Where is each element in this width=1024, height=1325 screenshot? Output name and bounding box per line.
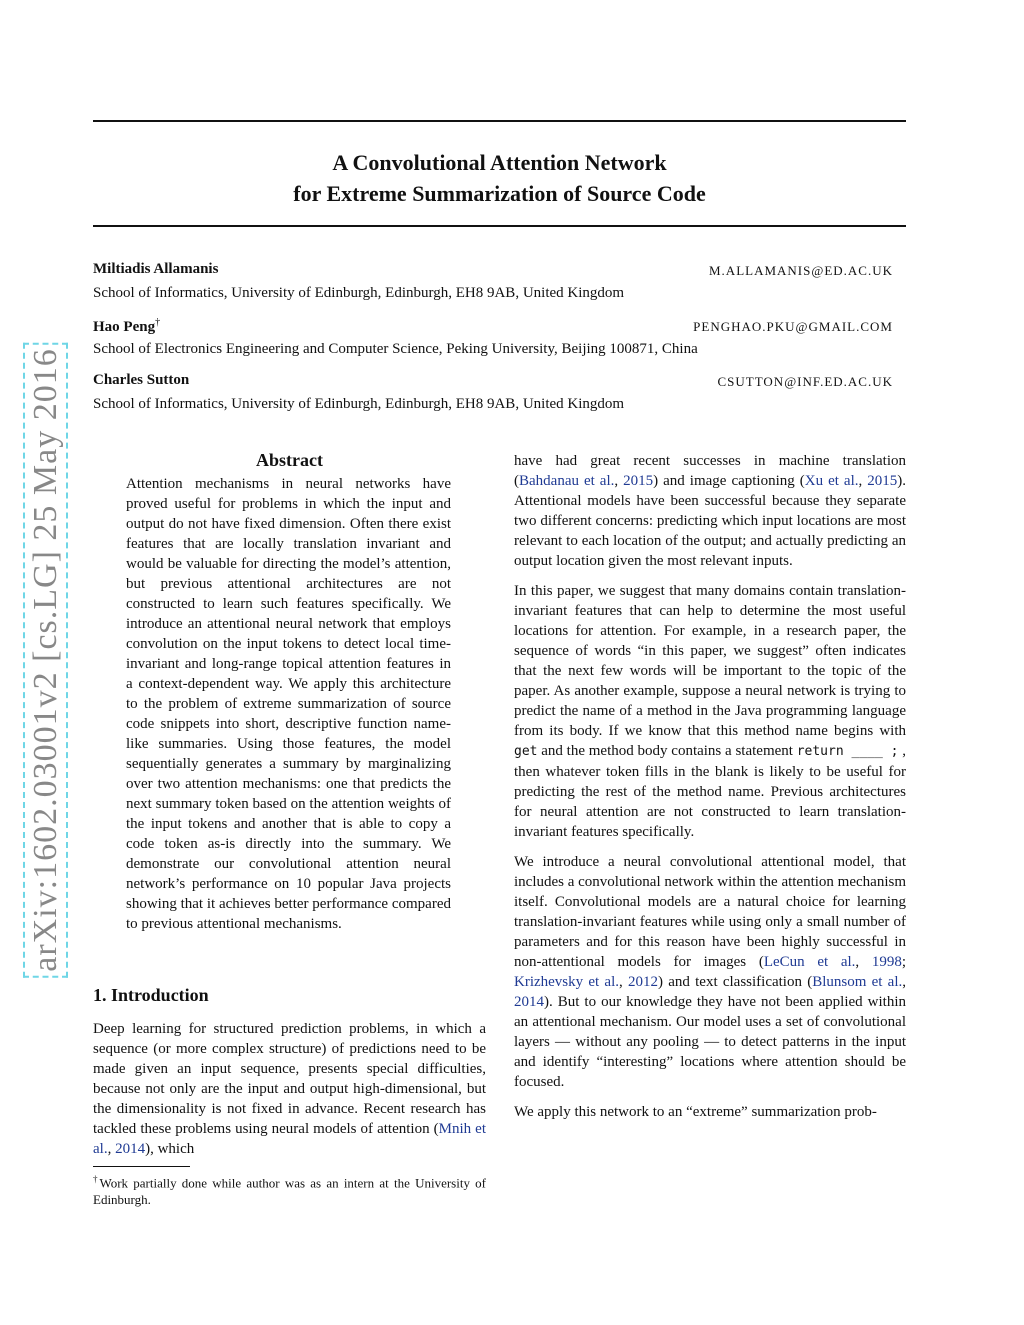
abstract-text: Attention mechanisms in neural networks have proved useful for problems in which the input and output do not have fixed dimension. Often there exist features that are locally translation invariant and would be valuable for directing the model’s attention, but previous attentional architectures are not constructed to learn such features specifically. We introduce an attentional neural network that employs convolution on the input tokens to detect local time-invariant and long-range topical attention features in a context-dependent way. We apply this architecture to the problem of extreme summarization of source code snippets into short, descriptive function name-like summaries. Using those features, the model sequentially generates a summary by marginalizing over two attention mechanisms: one that predicts the next summary token based on the attention weights of the input tokens and another that is able to copy a code token as-is directly into the summary. We demonstrate our convolutional attention neural network’s performance on 10 popular Java projects showing that it achieves better performance compared to previous attentional mechanisms. (126, 476, 451, 932)
citation-krizhevsky[interactable]: Krizhevsky et al., 2012 (514, 974, 658, 990)
paper-title (93, 147, 906, 209)
code-return: return ____ ; (796, 744, 899, 759)
footnote-rule (93, 1166, 190, 1167)
footnote: †Work partially done while author was as an intern at the University of Edinburgh. (93, 1174, 487, 1208)
author-email-3[interactable]: CSUTTON@INF.ED.AC.UK (717, 374, 893, 389)
title-line-2: for Extreme Summarization of Source Code (293, 181, 706, 206)
citation-mnih[interactable]: Mnih et al., 2014 (93, 1121, 486, 1157)
citation-xu[interactable]: Xu et al., 2015 (804, 473, 898, 489)
intro-paragraph-1: Deep learning for structured prediction problems, in which a sequence (or more complex structure) of predictions need to be made given an input sequence, presents special difficulties, because not only are the input and output high-dimensional, but the dimensionality is not fixed in advance. Recent research has tackled these problems using neural models of attention (Mnih et al., 2014), which (93, 1021, 486, 1157)
right-column (514, 451, 906, 1122)
author-email-1[interactable]: M.ALLAMANIS@ED.AC.UK (709, 263, 893, 278)
author-name-3: Charles Sutton (93, 372, 190, 388)
arxiv-identifier: arXiv:1602.03001v2 [cs.LG] 25 May 2016 (27, 348, 64, 972)
intro-text: Deep learning for structured prediction problems, in which a sequence (or more complex structure) of predictions need to be made given an input sequence, presents special difficulties, because not only are the input and output high-dimensional, but the dimensionality is not fixed in advance. Recent research has tackled these problems using neural models of attention ( (93, 1021, 486, 1137)
abstract-heading: Abstract (256, 450, 323, 470)
right-paragraph-3: We introduce a neural convolutional attentional model, that includes a convolutional network within the attention mechanism itself. Convolutional models are a natural choice for learning translation-invariant features while using only a small number of parameters and for this reason have been highly successful in non-attentional models for images (LeCun et al., 1998; Krizhevsky et al., 2012) and text classification (Blunsom et al., 2014). But to our knowledge they have not been applied within an attentional mechanism. Our model uses a set of convolutional layers — without any pooling — to detect patterns in the input and identify “interesting” locations where attention should be focused. (514, 854, 907, 1090)
citation-lecun[interactable]: LeCun et al., 1998 (763, 954, 902, 970)
footnote-mark: † (155, 317, 161, 328)
abstract-body (126, 474, 451, 934)
right-paragraph-2: In this paper, we suggest that many domains contain translation-invariant features that can help to determine the most useful locations for attention. For example, in a research paper, the sequence of words “in this paper, we suggest” often indicates that the next few words will be important to the topic of the paper. As another example, suppose a neural network is trying to predict the name of a method in the Java programming language from its body. If we know that this method name begins with get and the method body contains a statement return ____ ; , then whatever token fills in the blank is likely to be useful for predicting the rest of the method name. Previous architectures for neural attention are not constructed to learn translation-invariant features specifically. (514, 583, 906, 840)
title-line-1: A Convolutional Attention Network (332, 150, 667, 175)
right-paragraph-1: have had great recent successes in machine translation (Bahdanau et al., 2015) and image captioning (Xu et al., 2015). Attentional models have been successful because they separate two different concerns: predicting which input locations are most relevant to each location of the output; and actually predicting an output location given the most relevant inputs. (514, 453, 906, 569)
section-heading-introduction: 1. Introduction (93, 985, 209, 1005)
author-affiliation-1: School of Informatics, University of Edinburgh, Edinburgh, EH8 9AB, United Kingdom (93, 285, 625, 301)
citation-bahdanau[interactable]: Bahdanau et al., 2015 (519, 473, 654, 489)
right-paragraph-4: We apply this network to an “extreme” summarization prob- (514, 1104, 877, 1120)
footnote-text: Work partially done while author was as an intern at the University of Edinburgh. (93, 1175, 487, 1208)
author-name-2: Hao Peng† (93, 317, 161, 335)
title-bottom-rule (93, 225, 906, 227)
author-affiliation-3: School of Informatics, University of Edinburgh, Edinburgh, EH8 9AB, United Kingdom (93, 396, 625, 412)
author-email-2[interactable]: PENGHAO.PKU@GMAIL.COM (693, 319, 893, 334)
citation-blunsom[interactable]: Blunsom et al., 2014 (514, 974, 906, 1010)
author-name-1: Miltiadis Allamanis (93, 261, 219, 277)
author-affiliation-2: School of Electronics Engineering and Computer Science, Peking University, Beijing 100871, China (93, 341, 698, 357)
code-get: get (514, 744, 538, 759)
title-top-rule (93, 120, 906, 122)
